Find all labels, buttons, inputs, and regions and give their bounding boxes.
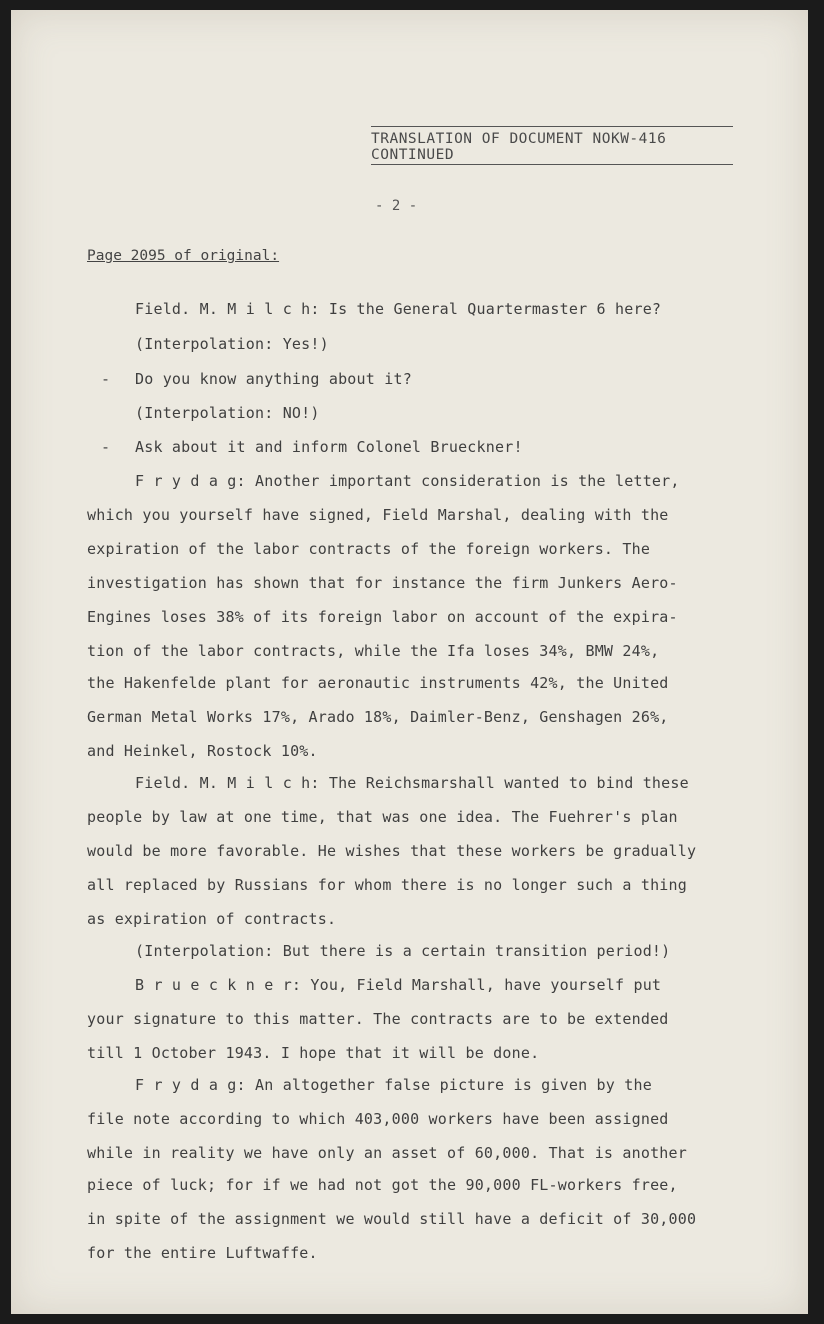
text-line: as expiration of contracts. xyxy=(87,910,337,928)
text-line: people by law at one time, that was one idea. The Fuehrer's plan xyxy=(87,808,678,826)
text-line: Do you know anything about it? xyxy=(135,370,412,388)
page-number: - 2 - xyxy=(375,198,418,214)
text-line: in spite of the assignment we would still have a deficit of 30,000 xyxy=(87,1210,697,1228)
text-line: while in reality we have only an asset of 60,000. That is another xyxy=(87,1144,687,1162)
text-line: would be more favorable. He wishes that these workers be gradually xyxy=(87,842,697,860)
text-line: piece of luck; for if we had not got the 90,000 FL-workers free, xyxy=(87,1176,678,1194)
text-line: your signature to this matter. The contracts are to be extended xyxy=(87,1010,669,1028)
text-line: German Metal Works 17%, Arado 18%, Daimler-Benz, Genshagen 26%, xyxy=(87,708,669,726)
translation-header xyxy=(371,126,733,165)
text-line: and Heinkel, Rostock 10%. xyxy=(87,742,318,760)
page-reference: Page 2095 of original: xyxy=(87,248,280,264)
text-line: till 1 October 1943. I hope that it will be done. xyxy=(87,1044,540,1062)
dialogue-dash: - xyxy=(101,438,111,456)
text-line: the Hakenfelde plant for aeronautic instruments 42%, the United xyxy=(87,674,669,692)
text-line: (Interpolation: Yes!) xyxy=(135,335,329,353)
header-continued: CONTINUED xyxy=(371,147,733,165)
text-line: all replaced by Russians for whom there is no longer such a thing xyxy=(87,876,687,894)
dialogue-dash: - xyxy=(101,370,111,388)
text-line: which you yourself have signed, Field Marshal, dealing with the xyxy=(87,506,669,524)
text-line: B r u e c k n e r: You, Field Marshall, have yourself put xyxy=(135,976,662,994)
text-line: for the entire Luftwaffe. xyxy=(87,1244,318,1262)
text-line: (Interpolation: NO!) xyxy=(135,404,320,422)
text-line: tion of the labor contracts, while the Ifa loses 34%, BMW 24%, xyxy=(87,642,660,660)
text-line: Field. M. M i l c h: The Reichsmarshall wanted to bind these xyxy=(135,774,689,792)
text-line: Ask about it and inform Colonel Brueckner! xyxy=(135,438,523,456)
text-line: Field. M. M i l c h: Is the General Quartermaster 6 here? xyxy=(135,300,662,318)
header-title: TRANSLATION OF DOCUMENT NOKW-416 xyxy=(371,131,667,147)
text-line: (Interpolation: But there is a certain transition period!) xyxy=(135,942,671,960)
text-line: investigation has shown that for instance the firm Junkers Aero- xyxy=(87,574,678,592)
text-line: Engines loses 38% of its foreign labor on account of the expira- xyxy=(87,608,678,626)
text-line: file note according to which 403,000 workers have been assigned xyxy=(87,1110,669,1128)
text-line: F r y d a g: Another important consideration is the letter, xyxy=(135,472,680,490)
text-line: F r y d a g: An altogether false picture is given by the xyxy=(135,1076,652,1094)
document-page xyxy=(11,10,808,1314)
text-line: expiration of the labor contracts of the foreign workers. The xyxy=(87,540,651,558)
